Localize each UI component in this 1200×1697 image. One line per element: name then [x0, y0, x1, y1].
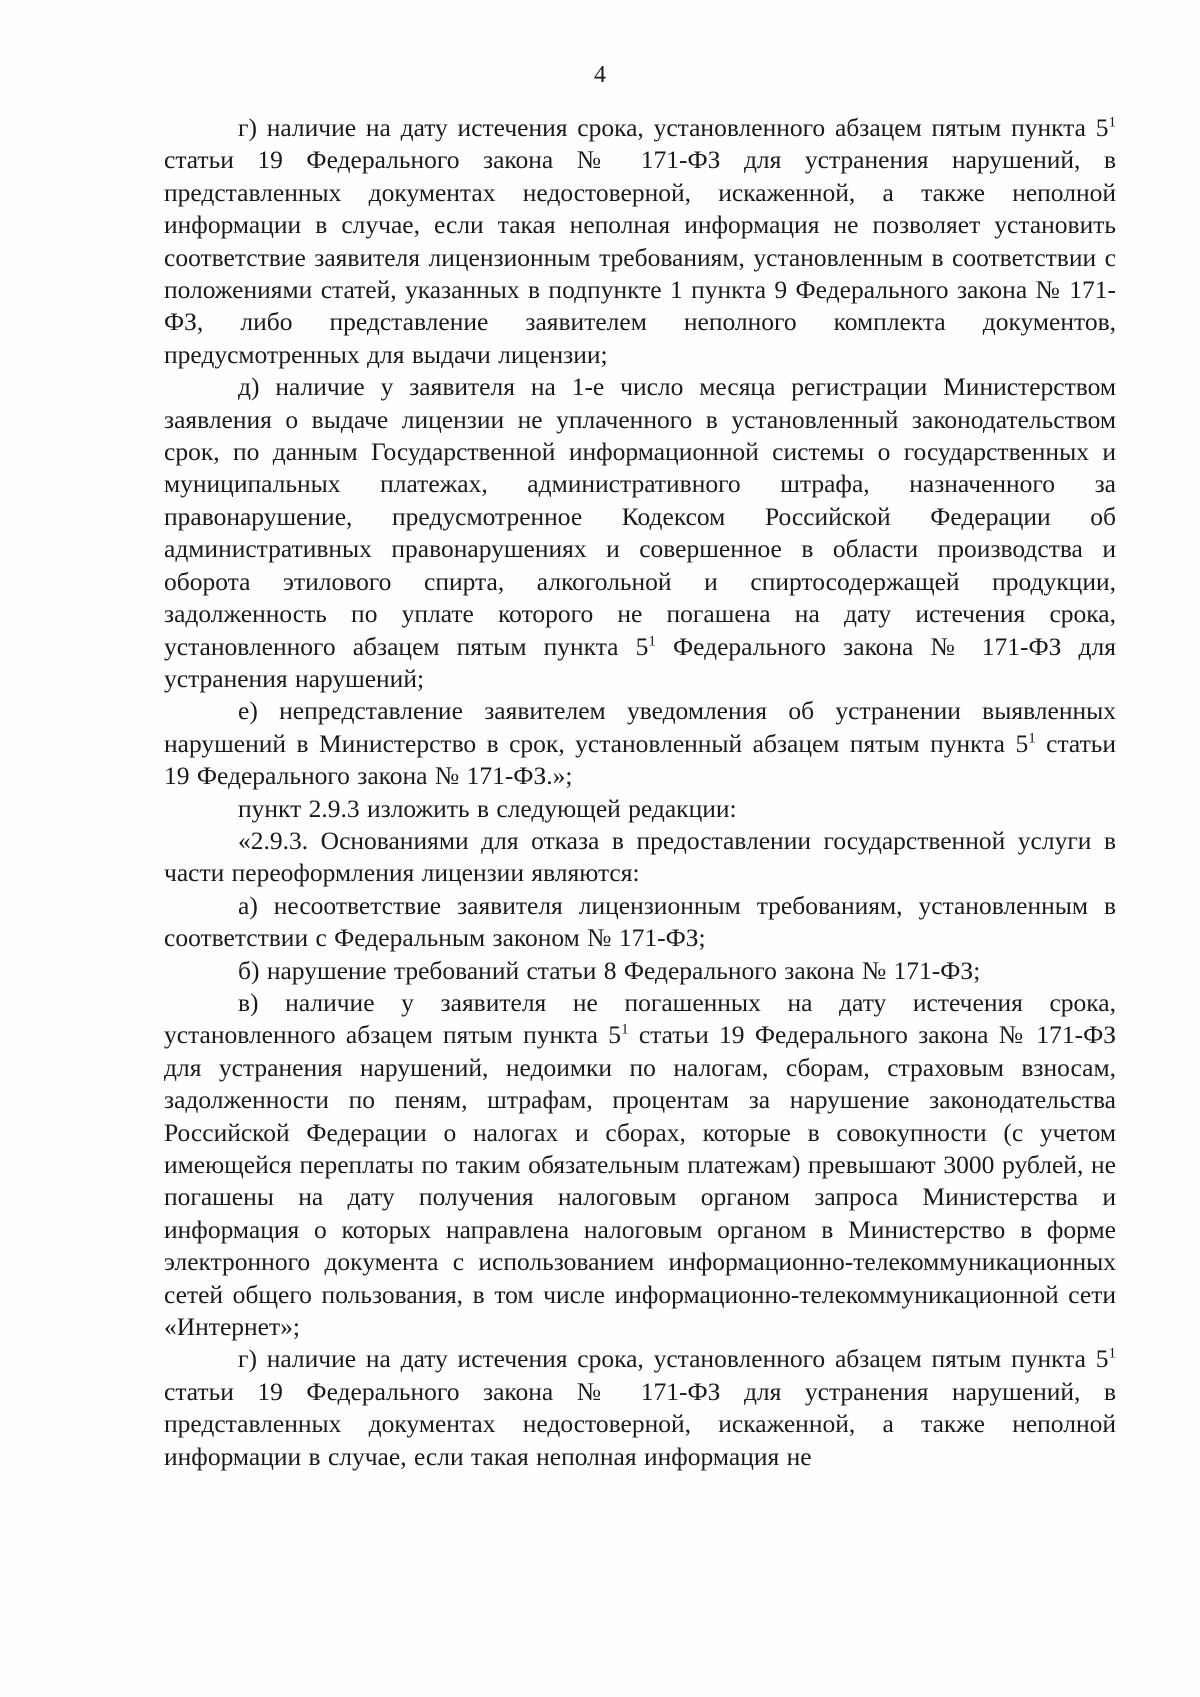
paragraph-d	[164, 371, 1116, 695]
superscript: 1	[621, 1021, 629, 1038]
paragraph-text: в) наличие у заявителя не погашенных на дату истечения срока, установленного абзацем пятым пункта 5	[164, 987, 1116, 1050]
paragraph-text: д) наличие у заявителя на 1-е число месяца регистрации Министерством заявления о выдаче лицензии не уплаченного в установленный законодательством срок, по данным Государственной информационной системы о государственных и муниципальных платежах, административного штрафа, назначенного за правонарушение, предусмотренное Кодексом Российской Федерации об административных правонарушениях и совершенное в области производства и оборота этилового спирта, алкогольной и спиртосодержащей продукции, задолженность по уплате которого не погашена на дату истечения срока, установленного абзацем пятым пункта 5	[164, 372, 1116, 661]
page-number: 4	[594, 62, 606, 88]
paragraph-text: г) наличие на дату истечения срока, установленного абзацем пятым пункта 5	[238, 1344, 1109, 1374]
paragraph-clause-2-9-3: «2.9.3. Основаниями для отказа в предоставлении государственной услуги в части переоформления лицензии являются:	[164, 825, 1116, 888]
paragraph-text: статьи 19 Федерального закона № 171-ФЗ.»;	[164, 728, 1117, 791]
paragraph-b: б) нарушение требований статьи 8 Федерального закона № 171-ФЗ;	[238, 955, 981, 985]
superscript: 1	[1108, 114, 1116, 131]
paragraph-text: г) наличие на дату истечения срока, установленного абзацем пятым пункта 5	[238, 113, 1109, 142]
paragraph-text: Федерального закона № 171-ФЗ для устранения нарушений;	[164, 631, 1116, 693]
superscript: 1	[1108, 1345, 1116, 1362]
superscript: 1	[648, 633, 656, 649]
paragraph-g	[164, 112, 1116, 371]
document-body	[164, 112, 1116, 1473]
paragraph-text: е) непредставление заявителем уведомления об устранении выявленных нарушений в Министерство в срок, установленный абзацем пятым пункта 5	[164, 696, 1116, 758]
paragraph-text: статьи 19 Федерального закона № 171-ФЗ для устранения нарушений, в представленных документах недостоверной, искаженной, а также неполной информации в случае, если такая неполная информация не	[164, 1376, 1116, 1471]
paragraph-clause-2-9-3-intro: пункт 2.9.3 изложить в следующей редакции:	[238, 793, 737, 823]
paragraph-g-second	[164, 1343, 1116, 1473]
paragraph-text: статьи 19 Федерального закона № 171-ФЗ для устранения нарушений, в представленных документах недостоверной, искаженной, а также неполной информации в случае, если такая неполная информация не позволяет установить соответствие заявителя лицензионным требованиям, установленным в соответствии с положениями статей, указанных в подпункте 1 пункта 9 Федерального закона № 171-ФЗ, либо представление заявителем неполного комплекта документов, предусмотренных для выдачи лицензии;	[164, 145, 1116, 369]
paragraph-v	[164, 987, 1116, 1343]
superscript: 1	[1028, 730, 1036, 747]
paragraph-text: статьи 19 Федерального закона № 171-ФЗ для устранения нарушений, недоимки по налогам, сборам, страховым взносам, задолженности по пеням, штрафам, процентам за нарушение законодательства Российской Федерации о налогах и сборах, которые в совокупности (с учетом имеющейся переплаты по таким обязательным платежам) превышают 3000 рублей, не погашены на дату получения налоговым органом запроса Министерства и информация о которых направлена налоговым органом в Министерство в форме электронного документа с использованием информационно-телекоммуникационных сетей общего пользования, в том числе информационно-телекоммуникационной сети «Интернет»;	[164, 1020, 1116, 1342]
paragraph-e	[164, 695, 1116, 792]
paragraph-a: а) несоответствие заявителя лицензионным требованиям, установленным в соответствии с Федеральным законом № 171-ФЗ;	[164, 890, 1116, 953]
